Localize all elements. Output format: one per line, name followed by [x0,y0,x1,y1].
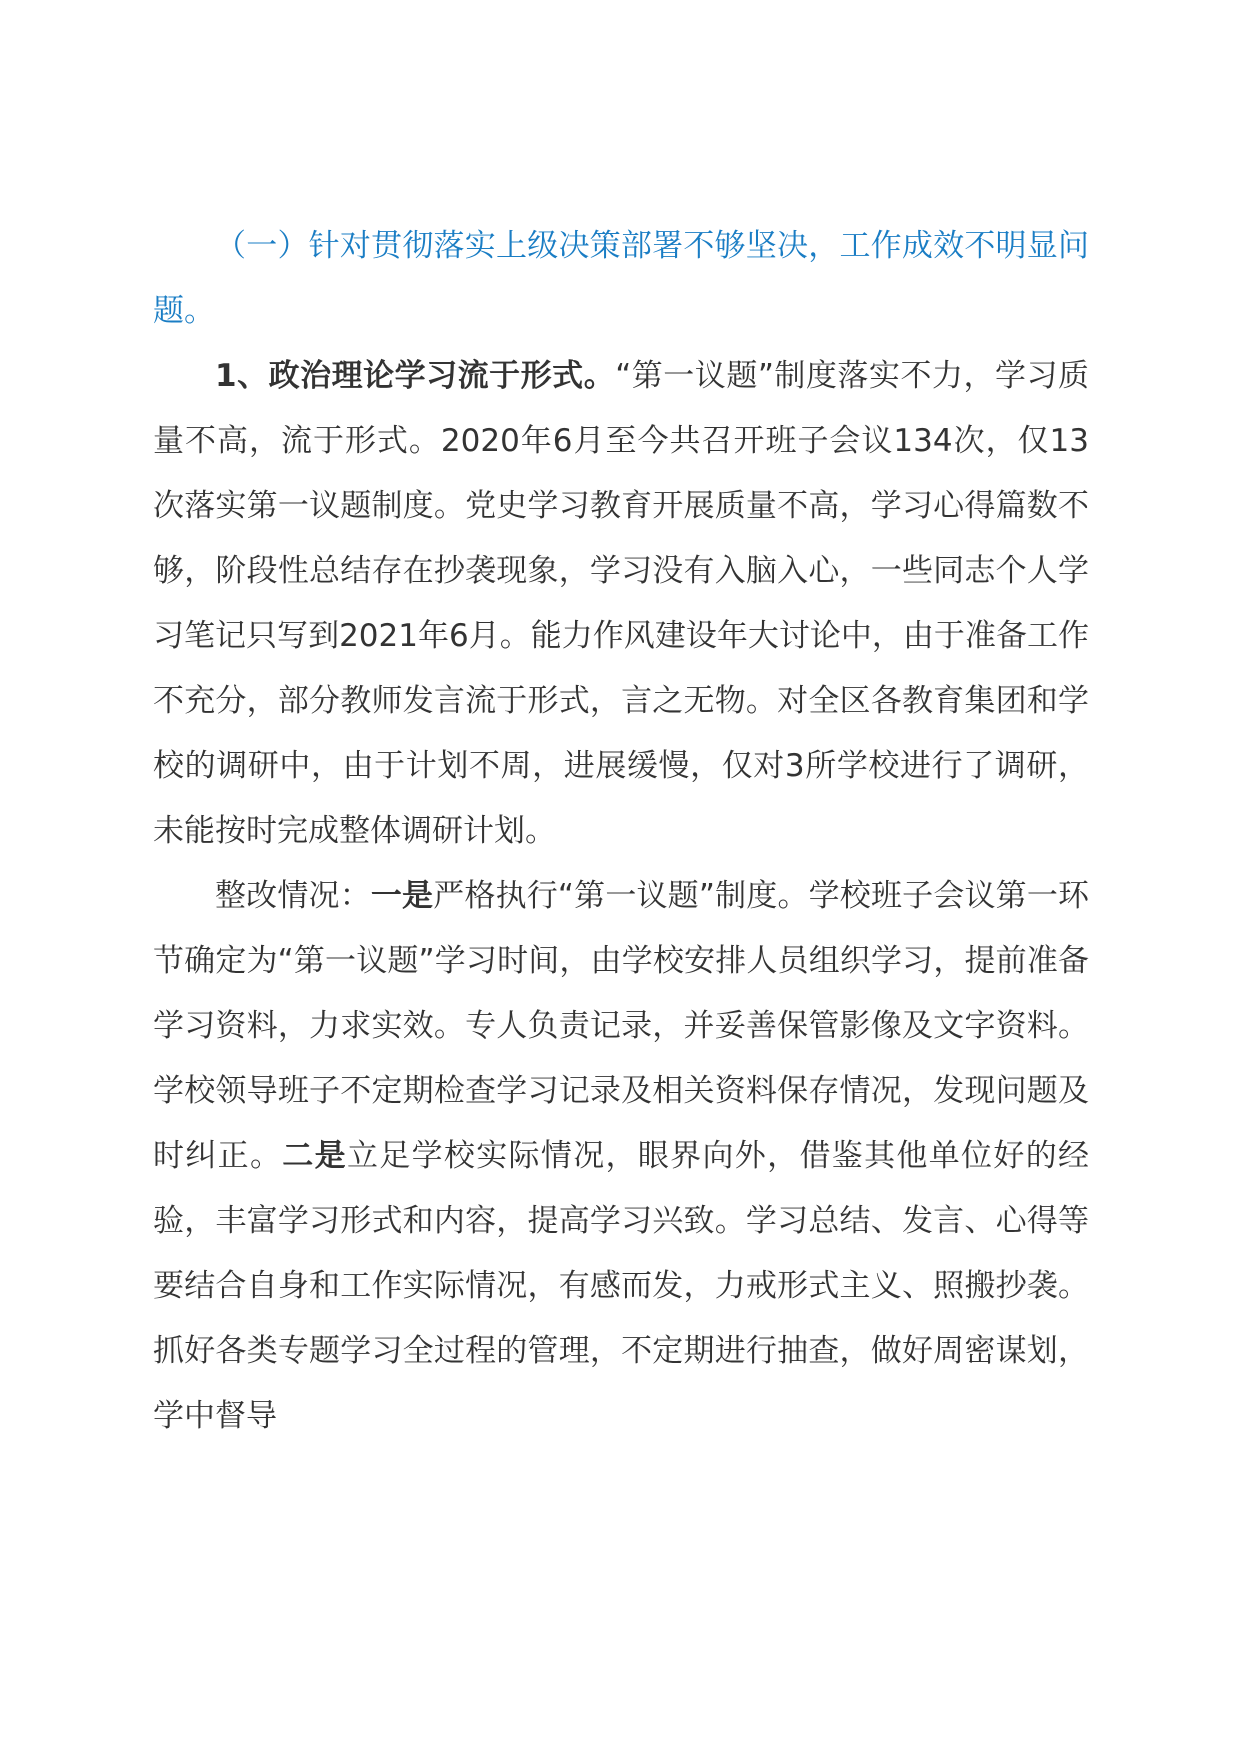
document-body [153,214,1089,1449]
rectification-paragraph [153,864,1089,1449]
problem-paragraph [153,344,1089,864]
problem-title: 1、政治理论学习流于形式。 [215,358,616,394]
rectification-label: 整改情况： [215,878,371,914]
point-one-text: 严格执行“第一议题”制度。学校班子会议第一环节确定为“第一议题”学习时间，由学校安排人员组织学习，提前准备学习资料，力求实效。专人负责记录，并妥善保管影像及文字资料。学校领导班子不定期检查学习记录及相关资料保存情况，发现问题及时纠正。 [153,878,1090,1174]
point-two-label: 二是 [282,1138,347,1174]
section-heading-text: （一）针对贯彻落实上级决策部署不够坚决，工作成效不明显问题。 [153,228,1089,329]
section-heading [153,214,1089,344]
point-one-label: 一是 [370,878,434,914]
problem-body: “第一议题”制度落实不力，学习质量不高，流于形式。2020年6月至今共召开班子会议134次，仅13次落实第一议题制度。党史学习教育开展质量不高，学习心得篇数不够，阶段性总结存在抄袭现象，学习没有入脑入心，一些同志个人学习笔记只写到2021年6月。能力作风建设年大讨论中，由于准备工作不充分，部分教师发言流于形式，言之无物。对全区各教育集团和学校的调研中，由于计划不周，进展缓慢，仅对3所学校进行了调研，未能按时完成整体调研计划。 [153,358,1089,849]
point-two-text: 立足学校实际情况，眼界向外，借鉴其他单位好的经验，丰富学习形式和内容，提高学习兴致。学习总结、发言、心得等要结合自身和工作实际情况，有感而发，力戒形式主义、照搬抄袭。抓好各类专题学习全过程的管理，不定期进行抽查，做好周密谋划，学中督导 [153,1138,1090,1434]
